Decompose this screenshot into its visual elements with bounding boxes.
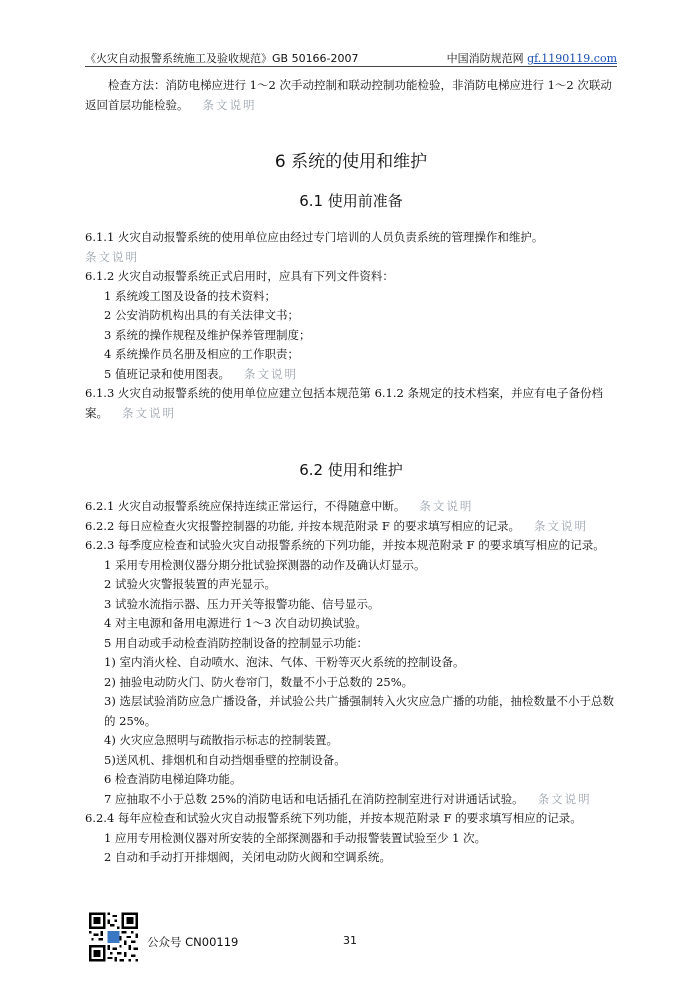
list-item-text: 7 应抽取不小于总数 25%的消防电话和电话插孔在消防控制室进行对讲通话试验。: [104, 791, 524, 806]
clause-explanation-link[interactable]: 条文说明: [537, 791, 592, 806]
list-item: 1 系统竣工图及设备的技术资料；: [104, 288, 276, 303]
list-item-text: 5 值班记录和使用图表。: [104, 366, 230, 381]
header-document-title: 《火灾自动报警系统施工及验收规范》GB 50166-2007: [85, 52, 359, 65]
list-item: 1 采用专用检测仪器分期分批试验探测器的动作及确认灯显示。: [104, 557, 426, 572]
clause-6-2-1-text: 6.2.1 火灾自动报警系统应保持连续正常运行，不得随意中断。: [85, 499, 406, 513]
clause-6-2-2-text: 6.2.2 每日应检查火灾报警控制器的功能, 并按本规范附录 F 的要求填写相应的记录。: [85, 518, 521, 533]
clause-explanation-link[interactable]: 条文说明: [85, 249, 139, 264]
clause-explanation-link[interactable]: 条文说明: [534, 518, 589, 533]
list-item: 5)送风机、排烟机和自动挡烟垂壁的控制设备。: [104, 752, 346, 767]
list-item: 4) 火灾应急照明与疏散指示标志的控制装置。: [104, 733, 338, 747]
list-item: 2 公安消防机构出具的有关法律文书；: [104, 308, 299, 322]
list-item: 5 用自动或手动检查消防控制设备的控制显示功能：: [104, 635, 368, 650]
wechat-account-label: 公众号 CN00119: [147, 935, 239, 949]
clause-explanation-link[interactable]: 条文说明: [243, 366, 298, 381]
clause-6-1-2: 6.1.2 火灾自动报警系统正式启用时，应具有下列文件资料：: [85, 269, 394, 283]
list-item: 3 试验水流指示器、压力开关等报警功能、信号显示。: [104, 596, 380, 611]
intro-paragraph: [85, 76, 617, 115]
clause-6-2-4: 6.2.4 每年应检查和试验火灾自动报警系统下列功能，并按本规范附录 F 的要求填写相应的记录。: [85, 811, 582, 825]
clause-6-1-3: [85, 384, 617, 423]
header-site: [447, 50, 617, 66]
intro-text: 检查方法：消防电梯应进行 1～2 次手动控制和联动控制功能检验，非消防电梯应进行 1～2 次联动返回首层功能检验。: [85, 78, 612, 112]
list-item: 2) 抽验电动防火门、防火卷帘门，数量不小于总数的 25%。: [104, 674, 414, 689]
page-number: 31: [343, 934, 357, 947]
list-item: 1) 室内消火栓、自动喷水、泡沫、气体、干粉等灭火系统的控制设备。: [104, 655, 465, 669]
clause-explanation-link[interactable]: 条文说明: [419, 499, 474, 513]
clause-6-2-3: 6.2.3 每季度应检查和试验火灾自动报警系统的下列功能，并按本规范附录 F 的要求填写相应的记录。: [85, 538, 605, 552]
list-item: 2 自动和手动打开排烟阀，关闭电动防火阀和空调系统。: [104, 850, 391, 864]
list-item: [85, 790, 617, 810]
list-item: 1 应用专用检测仪器对所安装的全部探测器和手动报警装置试验至少 1 次。: [104, 830, 487, 845]
clause-6-1-3-text: 6.1.3 火灾自动报警系统的使用单位应建立包括本规范第 6.1.2 条规定的技术档案，并应有电子备份档案。: [85, 386, 603, 420]
page-footer: [89, 911, 609, 966]
clause-6-2-1: [85, 497, 617, 517]
page-content: [85, 76, 617, 868]
header-site-label: 中国消防规范网: [446, 52, 524, 65]
page-header: [85, 50, 617, 67]
list-item: 2 试验火灾警报装置的声光显示。: [104, 577, 276, 591]
section-title-6-2: 6.2 使用和维护: [299, 461, 403, 479]
chapter-title: 6 系统的使用和维护: [274, 152, 428, 172]
list-item: 6 检查消防电梯迫降功能。: [104, 772, 242, 786]
clause-6-1-1-text: 6.1.1 火灾自动报警系统的使用单位应由经过专门培训的人员负责系统的管理操作和维护。: [85, 230, 544, 244]
list-item: 4 系统操作员名册及相应的工作职责；: [104, 347, 299, 361]
list-item: 3 系统的操作规程及维护保养管理制度；: [104, 327, 311, 342]
list-item: 3) 选层试验消防应急广播设备，并试验公共广播强制转入火灾应急广播的功能，抽检数量不小于总数的 25%。: [104, 694, 614, 728]
clause-explanation-link[interactable]: 条文说明: [202, 97, 257, 112]
clause-6-1-1: [85, 228, 617, 267]
clause-explanation-link[interactable]: 条文说明: [122, 405, 176, 420]
header-site-link[interactable]: gf.1190119.com: [527, 52, 617, 65]
section-title-6-1: 6.1 使用前准备: [299, 192, 403, 210]
qr-code-icon: [89, 911, 138, 963]
list-item: 4 对主电源和备用电源进行 1～3 次自动切换试验。: [104, 616, 367, 630]
list-item: [85, 365, 617, 385]
clause-6-2-2: [85, 517, 617, 537]
